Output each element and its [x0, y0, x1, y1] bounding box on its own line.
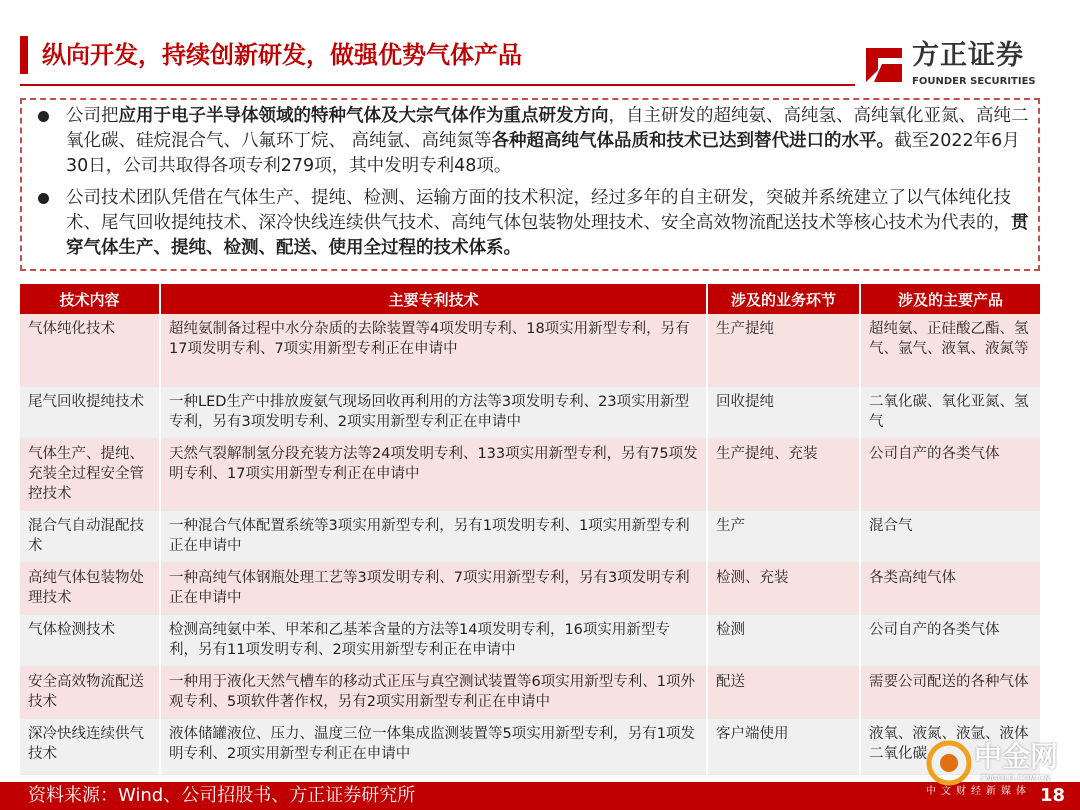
column-header: 主要专利技术 — [160, 284, 707, 314]
bullet-dot-icon — [38, 193, 49, 204]
table-row — [20, 614, 1040, 666]
table-row — [20, 314, 1040, 386]
product-cell: 公司自产的各类气体 — [860, 438, 1040, 510]
tech-name-cell: 尾气回收提纯技术 — [20, 386, 160, 438]
tech-name-cell: 气体生产、提纯、充装全过程安全管控技术 — [20, 438, 160, 510]
bullet-emphasis: 应用于电子半导体领域的特种气体及大宗气体作为重点研发方向 — [118, 106, 609, 126]
patent-cell: 超纯氨制备过程中水分杂质的去除装置等4项发明专利、18项实用新型专利，另有17项发明专利、7项实用新型专利正在申请中 — [160, 314, 707, 386]
patent-cell: 一种混合气体配置系统等3项实用新型专利，另有1项发明专利、1项实用新型专利正在申请中 — [160, 510, 707, 562]
watermark-name: 中金网 — [974, 740, 1059, 773]
founder-logo-icon — [862, 42, 906, 86]
business-cell: 生产提纯 — [707, 314, 860, 386]
column-header: 涉及的主要产品 — [860, 284, 1040, 314]
column-header: 涉及的业务环节 — [707, 284, 860, 314]
table-row — [20, 666, 1040, 718]
bullet-text — [66, 186, 1030, 261]
business-cell: 配送 — [707, 666, 860, 718]
bullet-segment: 截至2022年6月30日，公司共取得各项专利279项，其中发明专利48项。 — [66, 131, 1020, 176]
table-row — [20, 718, 1040, 774]
patent-cell: 液体储罐液位、压力、温度三位一体集成监测装置等5项实用新型专利，另有1项发明专利、2项实用新型专利正在申请中 — [160, 718, 707, 774]
page-number: 18 — [1040, 785, 1066, 806]
bullet-item — [30, 186, 1030, 261]
bullet-text — [66, 104, 1030, 179]
product-cell: 混合气 — [860, 510, 1040, 562]
bullet-segment: 公司把 — [66, 106, 119, 126]
bullet-dot-icon — [38, 111, 49, 122]
product-cell: 需要公司配送的各种气体 — [860, 666, 1040, 718]
patent-cell: 一种LED生产中排放废氨气现场回收再利用的方法等3项发明专利、23项实用新型专利，另有3项发明专利、2项实用新型专利正在申请中 — [160, 386, 707, 438]
patent-cell: 一种高纯气体钢瓶处理工艺等3项发明专利、7项实用新型专利，另有3项发明专利正在申请中 — [160, 562, 707, 614]
table-row — [20, 386, 1040, 438]
tech-name-cell: 气体检测技术 — [20, 614, 160, 666]
business-cell: 检测 — [707, 614, 860, 666]
tech-name-cell: 安全高效物流配送技术 — [20, 666, 160, 718]
title-accent-bar — [20, 36, 28, 74]
patent-cell: 一种用于液化天然气槽车的移动式正压与真空测试装置等6项实用新型专利、1项外观专利、5项软件著作权，另有2项实用新型专利正在申请中 — [160, 666, 707, 718]
business-cell: 客户端使用 — [707, 718, 860, 774]
business-cell: 回收提纯 — [707, 386, 860, 438]
watermark-subtitle: 中文财经新媒体 — [926, 786, 1031, 797]
page-title: 纵向开发，持续创新研发，做强优势气体产品 — [42, 41, 522, 69]
tech-name-cell: 高纯气体包装物处理技术 — [20, 562, 160, 614]
table-header-row — [20, 284, 1040, 314]
product-cell: 超纯氨、正硅酸乙酯、氢气、氩气、液氧、液氮等 — [860, 314, 1040, 386]
summary-box — [20, 98, 1040, 271]
patent-table — [20, 284, 1040, 775]
watermark-url: CNGOLD.COM.CN — [980, 774, 1051, 783]
business-cell: 生产 — [707, 510, 860, 562]
bullet-emphasis: 各种超高纯气体品质和技术已达到替代进口的水平。 — [491, 131, 895, 151]
bullet-emphasis: 贯穿气体生产、提纯、检测、配送、使用全过程的技术体系。 — [66, 213, 1029, 258]
patent-cell: 天然气裂解制氢分段充装方法等24项发明专利、133项实用新型专利，另有75项发明专利、17项实用新型专利正在申请中 — [160, 438, 707, 510]
product-cell: 液氧、液氮、液氩、液体二氧化碳 — [860, 718, 1040, 774]
table-row — [20, 562, 1040, 614]
watermark-logo-icon — [926, 740, 972, 786]
table-body — [20, 314, 1040, 774]
tech-name-cell: 深冷快线连续供气技术 — [20, 718, 160, 774]
bullet-segment: 公司技术团队凭借在气体生产、提纯、检测、运输方面的技术积淀，经过多年的自主研发，突破并系统建立了以气体纯化技术、尾气回收提纯技术、深冷快线连续供气技术、高纯气体包装物处理技术、安全高效物流配送技术等核心技术为代表的， — [66, 188, 1011, 233]
bullet-segment: ，自主研发的超纯氨、高纯氢、高纯氧化亚氮、高纯二氧化碳、硅烷混合气、八氟环丁烷、 高纯氩、高纯氮等 — [66, 106, 1029, 151]
product-cell: 二氧化碳、氧化亚氮、氢气 — [860, 386, 1040, 438]
table-row — [20, 438, 1040, 510]
column-header: 技术内容 — [20, 284, 160, 314]
founder-securities-logo — [862, 40, 1044, 90]
product-cell: 各类高纯气体 — [860, 562, 1040, 614]
table-row — [20, 510, 1040, 562]
business-cell: 检测、充装 — [707, 562, 860, 614]
patent-cell: 检测高纯氨中苯、甲苯和乙基苯含量的方法等14项发明专利，16项实用新型专利，另有11项发明专利、2项实用新型专利正在申请中 — [160, 614, 707, 666]
product-cell: 公司自产的各类气体 — [860, 614, 1040, 666]
tech-name-cell: 混合气自动混配技术 — [20, 510, 160, 562]
logo-text-en: FOUNDER SECURITIES — [912, 76, 1036, 87]
tech-name-cell: 气体纯化技术 — [20, 314, 160, 386]
source-note: 资料来源：Wind、公司招股书、方正证券研究所 — [28, 785, 416, 806]
title-underline — [20, 84, 855, 86]
bullet-item — [30, 104, 1030, 179]
business-cell: 生产提纯、充装 — [707, 438, 860, 510]
logo-text-cn: 方正证券 — [912, 40, 1024, 71]
